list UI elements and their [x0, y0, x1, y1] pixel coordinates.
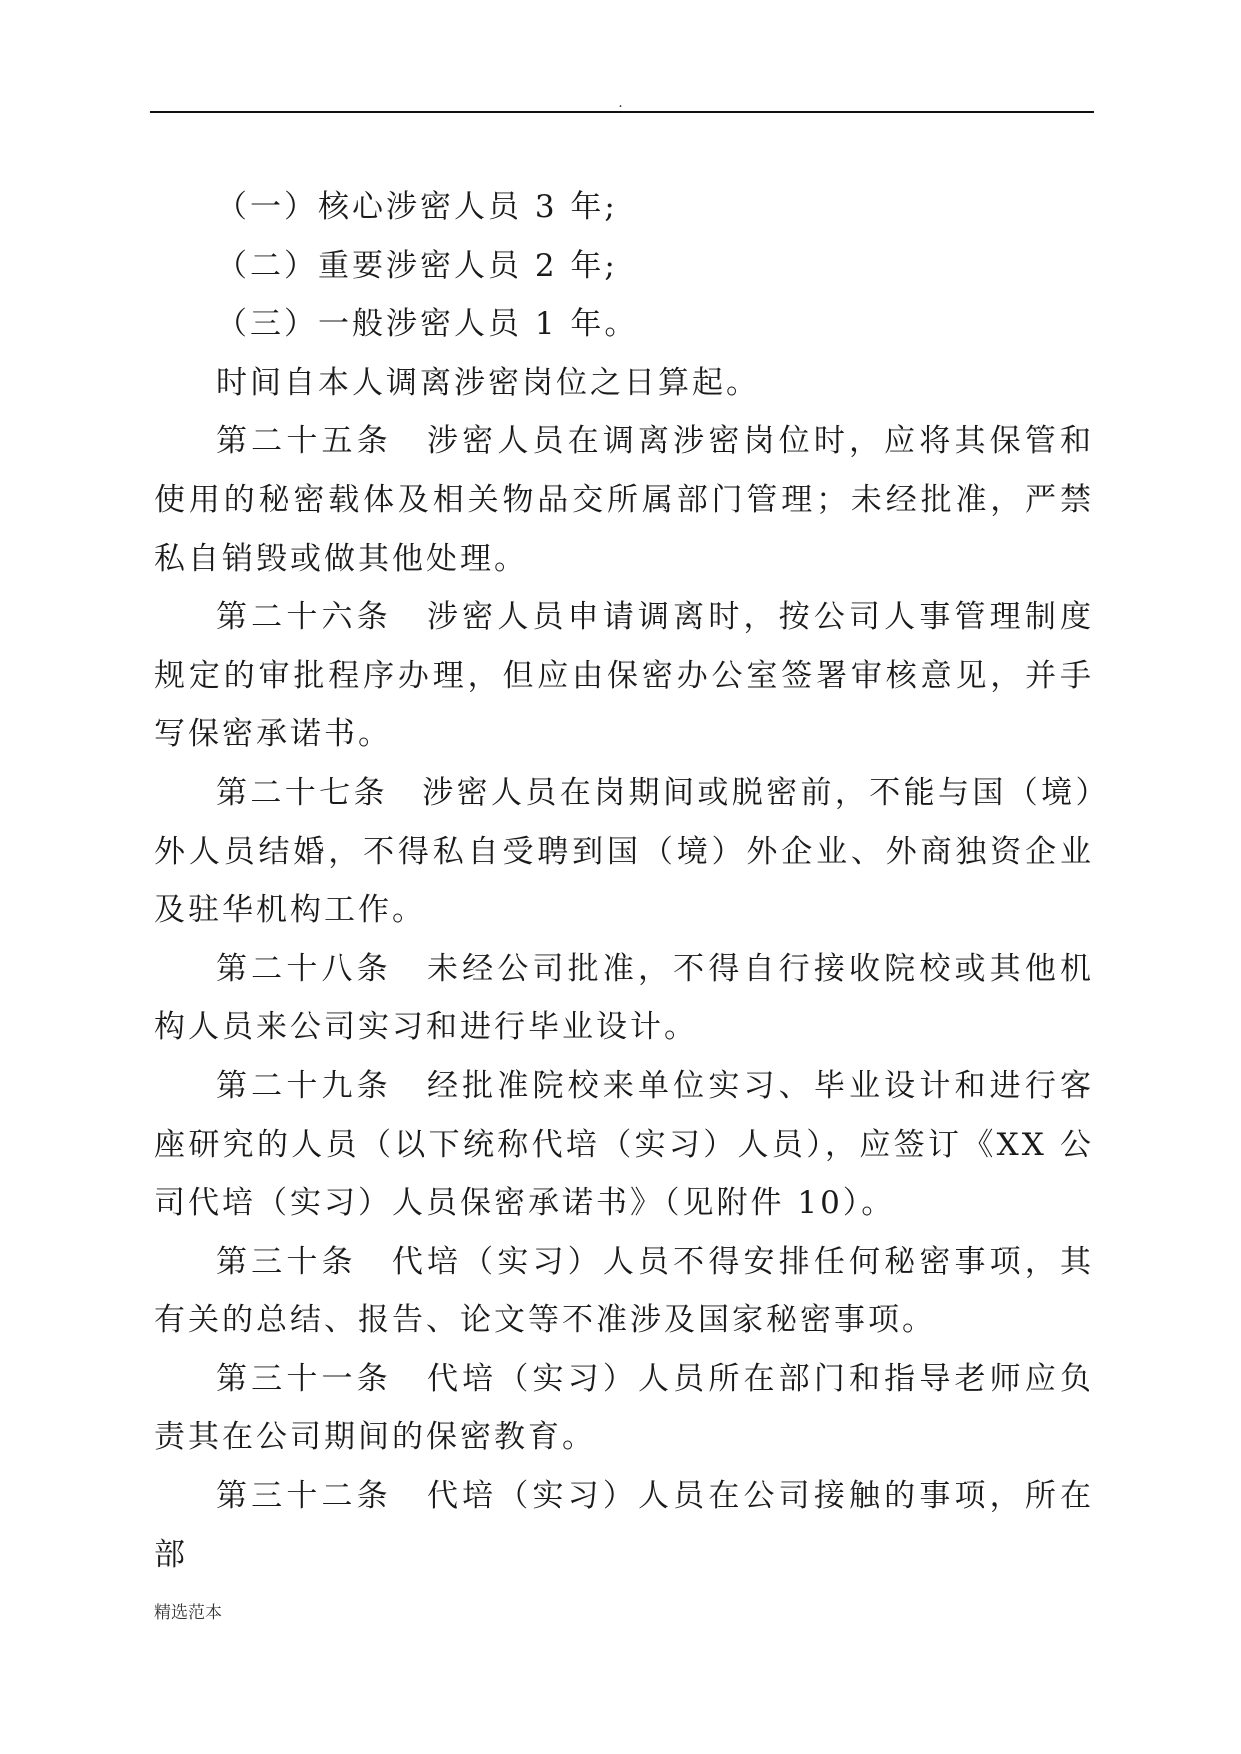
article-26: 第二十六条 涉密人员申请调离时，按公司人事管理制度规定的审批程序办理，但应由保密办公室签署审核意见，并手写保密承诺书。	[154, 599, 1094, 753]
article-32: 第三十二条 代培（实习）人员在公司接触的事项，所在部	[154, 1478, 1094, 1573]
article-28: 第二十八条 未经公司批准，不得自行接收院校或其他机构人员来公司实习和进行毕业设计。	[154, 950, 1094, 1046]
article-30: 第三十条 代培（实习）人员不得安排任何秘密事项，其有关的总结、报告、论文等不准涉及国家秘密事项。	[154, 1243, 1094, 1339]
document-body	[154, 178, 1094, 1584]
paragraph-4: 时间自本人调离涉密岗位之日算起。	[216, 364, 760, 401]
paragraph-3: （三）一般涉密人员 1 年。	[216, 306, 639, 343]
footer-label: 精选范本	[154, 1603, 222, 1623]
paragraph-2: （二）重要涉密人员 2 年;	[216, 247, 618, 284]
header-mark: .	[618, 95, 623, 111]
header-rule	[150, 111, 1094, 113]
article-29: 第二十九条 经批准院校来单位实习、毕业设计和进行客座研究的人员（以下统称代培（实习）人员），应签订《XX 公司代培（实习）人员保密承诺书》（见附件 10）。	[154, 1067, 1094, 1222]
article-31: 第三十一条 代培（实习）人员所在部门和指导老师应负责其在公司期间的保密教育。	[154, 1360, 1094, 1456]
paragraph-1: （一）核心涉密人员 3 年;	[216, 189, 618, 225]
article-27: 第二十七条 涉密人员在岗期间或脱密前，不能与国（境）外人员结婚，不得私自受聘到国（境）外企业、外商独资企业及驻华机构工作。	[154, 774, 1094, 929]
article-25: 第二十五条 涉密人员在调离涉密岗位时，应将其保管和使用的秘密载体及相关物品交所属部门管理；未经批准，严禁私自销毁或做其他处理。	[154, 423, 1094, 577]
